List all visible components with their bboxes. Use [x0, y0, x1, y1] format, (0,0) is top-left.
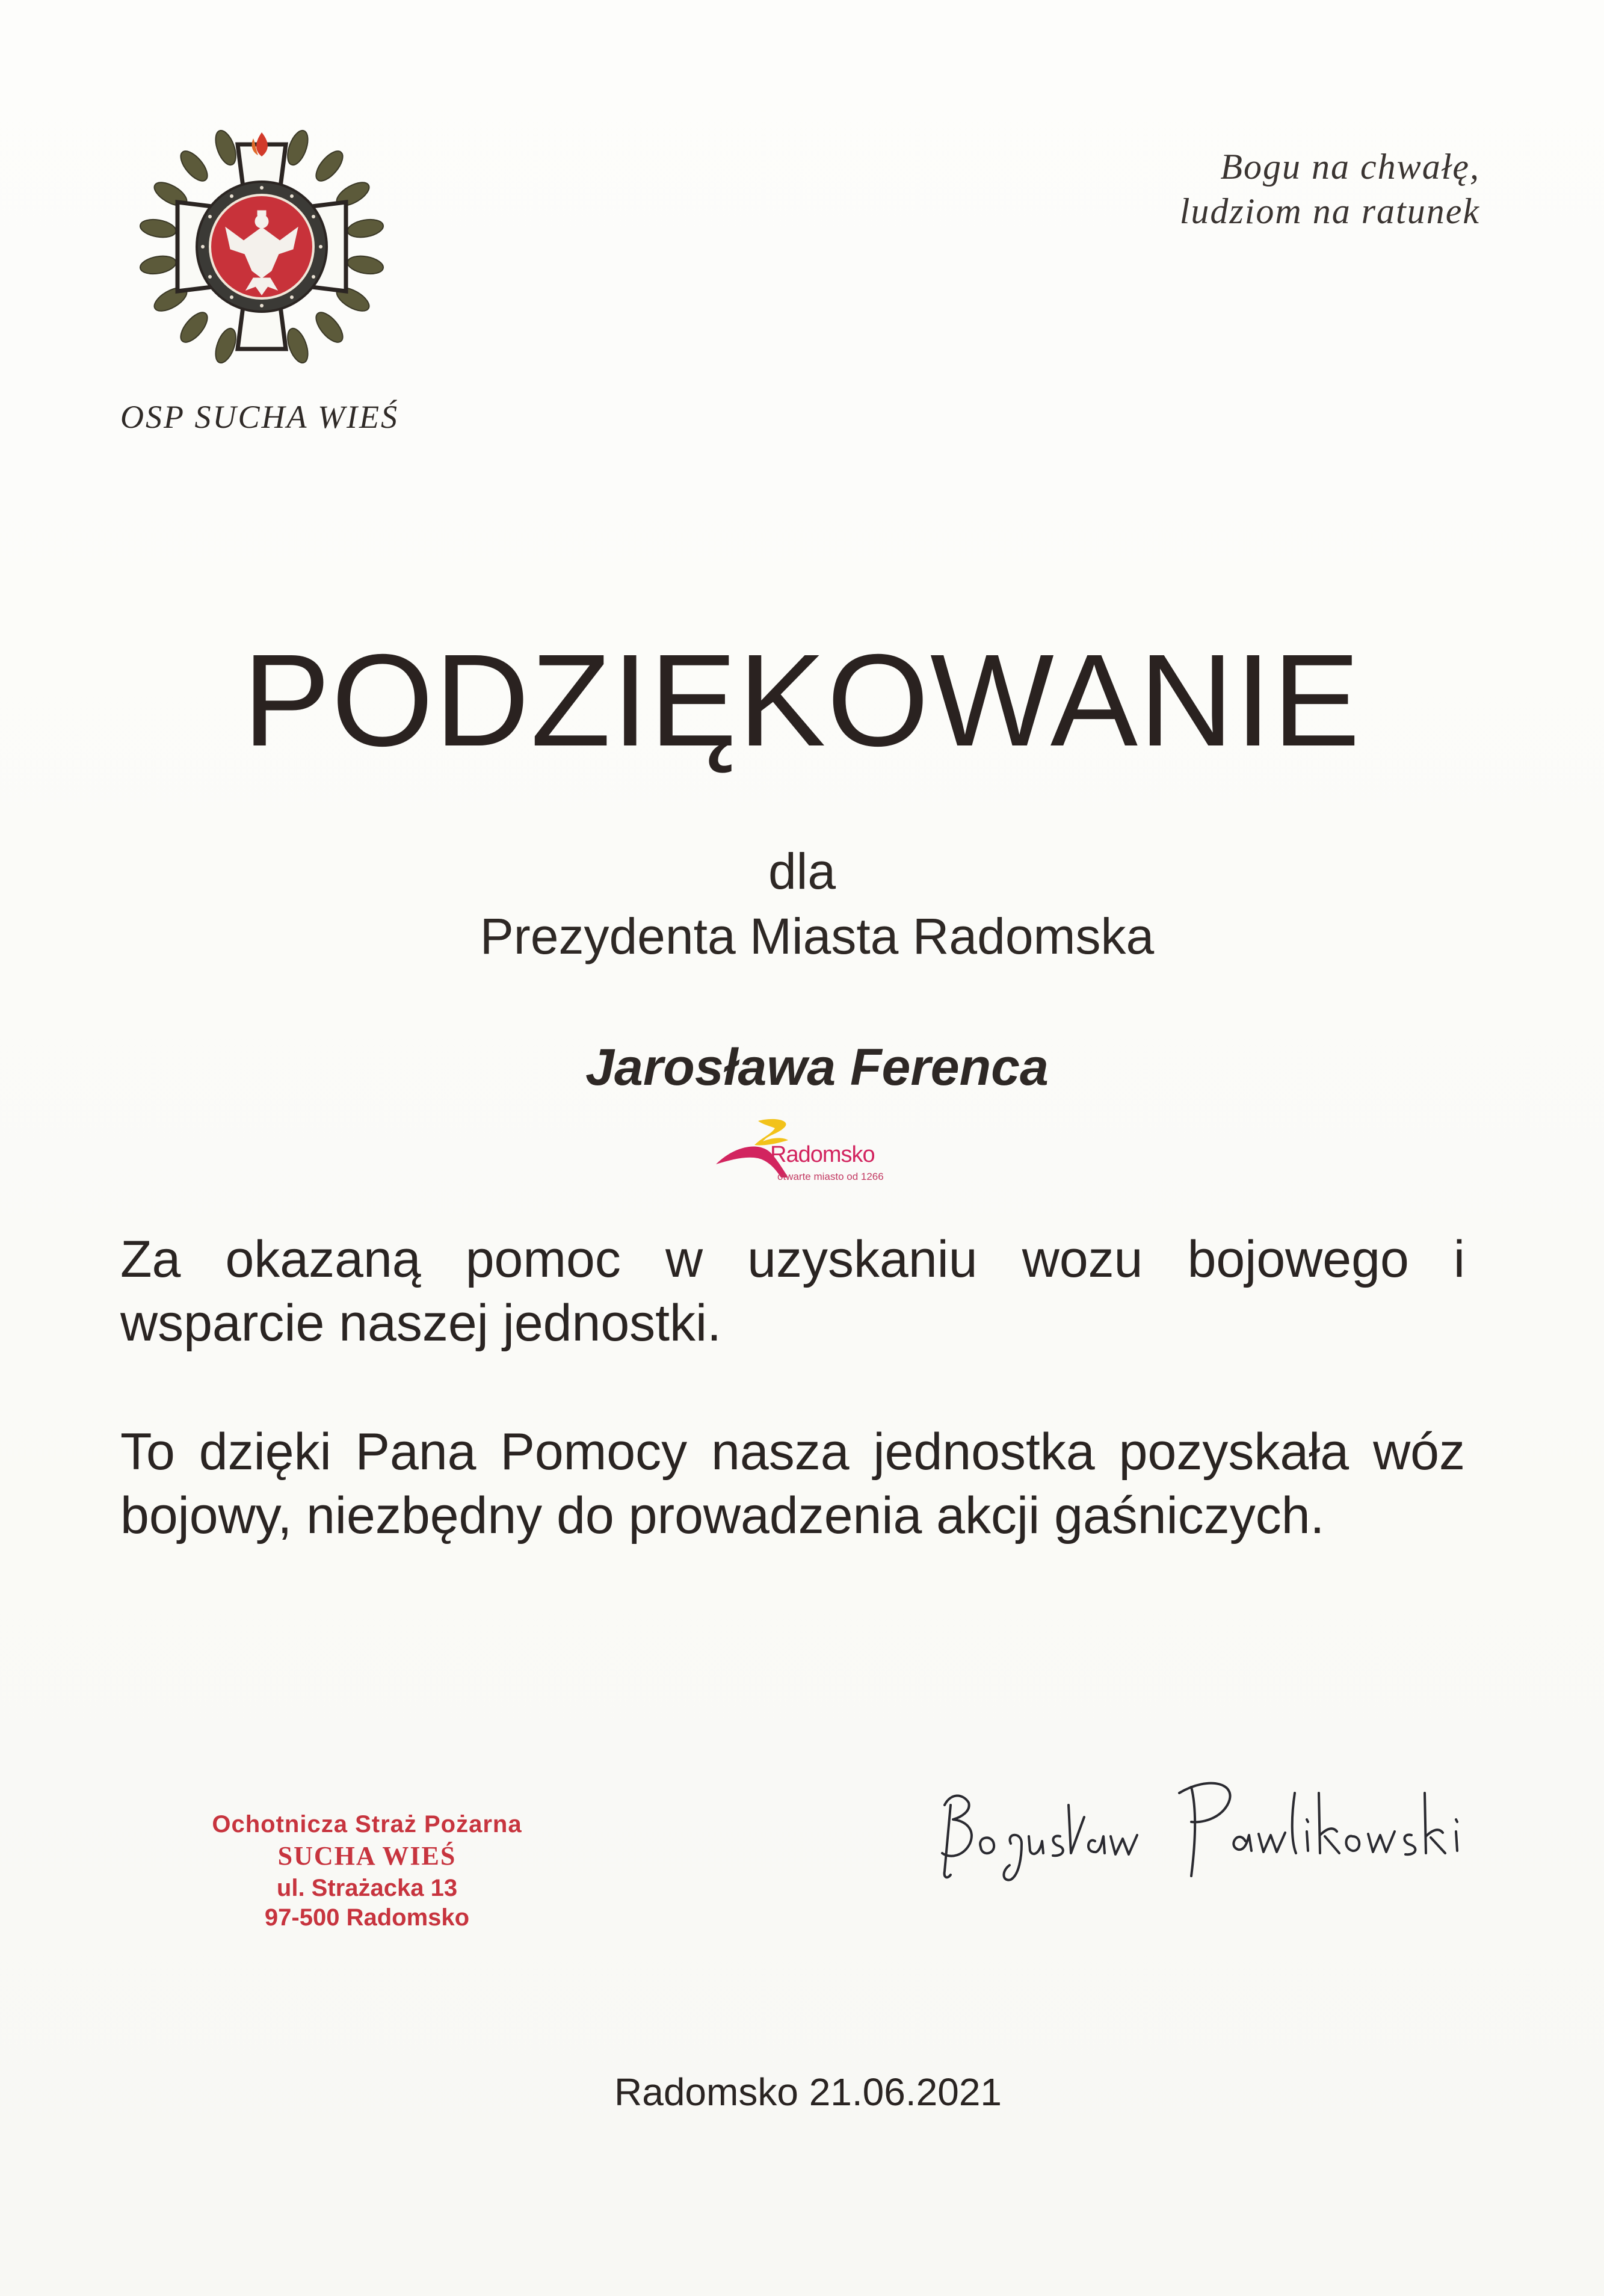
organization-name: OSP SUCHA WIEŚ	[120, 399, 399, 435]
recipient-title: Prezydenta Miasta Radomska	[480, 908, 1155, 964]
for-word: dla	[768, 843, 836, 900]
stamp-line-1: Ochotnicza Straż Pożarna	[212, 1811, 522, 1838]
motto	[1071, 144, 1480, 233]
body-paragraph-1: Za okazaną pomoc w uzyskaniu wozu bojowego i wsparcie naszej jednostki.	[120, 1230, 1465, 1352]
motto-line-2: ludziom na ratunek	[1179, 191, 1480, 231]
stamp-line-4: 97-500 Radomsko	[264, 1904, 470, 1931]
fire-brigade-emblem-icon	[135, 120, 388, 373]
handwritten-signature	[927, 1769, 1504, 1925]
motto-line-1: Bogu na chwałę,	[1220, 147, 1480, 187]
stamp-line-2: SUCHA WIEŚ	[277, 1841, 457, 1871]
document-title: PODZIĘKOWANIE	[242, 628, 1362, 774]
recipient-name: Jarosława Ferenca	[585, 1038, 1049, 1096]
organization-stamp	[180, 1811, 554, 1931]
body-paragraph-2: To dzięki Pana Pomocy nasza jednostka pozyskała wóz bojowy, niezbędny do prowadzenia akcji gaśniczych.	[120, 1423, 1465, 1545]
city-logo-tagline: otwarte miasto od 1266	[777, 1171, 884, 1182]
stamp-line-3: ul. Strażacka 13	[276, 1875, 458, 1901]
city-logo-name: Radomsko	[770, 1142, 875, 1167]
place-and-date: Radomsko 21.06.2021	[614, 2070, 1002, 2114]
